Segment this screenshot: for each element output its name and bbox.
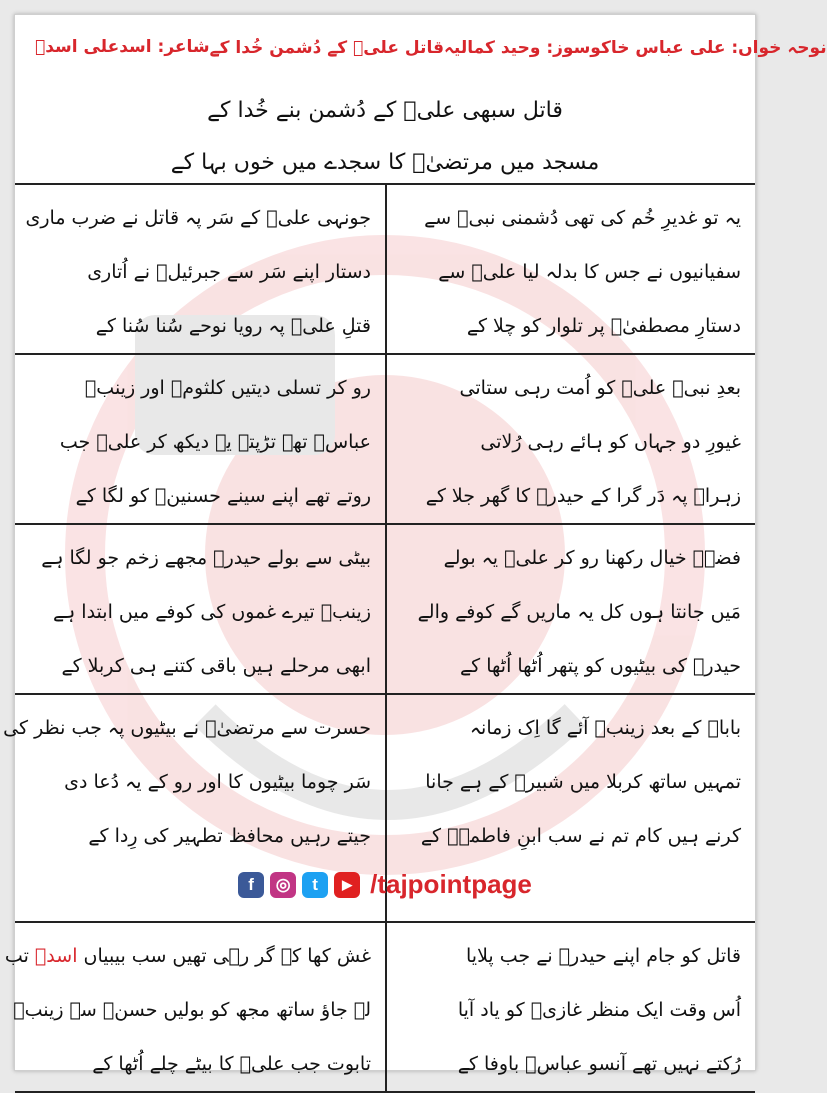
social-links [15, 869, 755, 900]
stanza-row [4, 921, 755, 1093]
soz-credit: سوز: وحید کمالیہ [443, 38, 591, 58]
verse-line [4, 929, 371, 983]
twitter-icon[interactable]: t [302, 872, 328, 898]
verse-line: اُس وقت ایک منظر غازیؑ کو یاد آیا [457, 999, 741, 1021]
verse-text: غش کھا کے گر رہی تھیں سب بیبیاں [83, 945, 371, 967]
verse-line: بعدِ نبیؐ علیؑ کو اُمت رہی ستاتی [459, 377, 741, 399]
poet-credit: شاعر: اسدعلی اسدؔ [35, 37, 210, 57]
stanza-grid [3, 183, 755, 1093]
verse-line: حسرت سے مرتضیٰؑ نے بیٹیوں پہ جب نظر کی [3, 717, 371, 739]
stanza-cell-right [385, 923, 755, 1091]
verse-line: روتے تھے اپنے سینے حسنینؑ کو لگا کے [75, 485, 371, 507]
verse-line: حیدرؑ کی بیٹیوں کو پتھر اُٹھا اُٹھا کے [460, 655, 741, 677]
verse-line: جیتے رہیں محافظ تطہیر کی رِدا کے [88, 825, 371, 847]
verse-line: تابوت جب علیؑ کا بیٹے چلے اُٹھا کے [92, 1053, 371, 1075]
nauha-title: قاتل علیؑ کے دُشمن خُدا کے [209, 38, 444, 58]
stanza-cell-left [15, 185, 385, 353]
chorus-header [45, 85, 725, 189]
lyrics-page [3, 14, 827, 1075]
stanza-row [15, 523, 755, 693]
verse-line: باباؑ کے بعد زینبؑ آئے گا اِک زمانہ [469, 717, 741, 739]
stanza-cell-right [385, 185, 755, 353]
verse-line: سفیانیوں نے جس کا بدلہ لیا علیؑ سے [438, 261, 741, 283]
verse-line: دستارِ مصطفیٰؐ پر تلوار کو چلا کے [466, 315, 741, 337]
pen-name: اسدؔ [34, 945, 78, 967]
stanza-cell-left [15, 525, 385, 693]
verse-line: فضہؑ خیال رکھنا رو کر علیؑ یہ بولے [443, 547, 741, 569]
facebook-icon[interactable]: f [238, 872, 264, 898]
verse-line: زہراؑ پہ دَر گرا کے حیدرؑ کا گھر جلا کے [425, 485, 741, 507]
verse-line: دستار اپنے سَر سے جبرئیلؑ نے اُتاری [87, 261, 371, 283]
verse-line: غیورِ دو جہاں کو ہائے رہی رُلاتی [480, 431, 741, 453]
verse-line: ابھی مرحلے ہیں باقی کتنے ہی کربلا کے [61, 655, 371, 677]
verse-line: قتلِ علیؑ پہ رویا نوحے سُنا سُنا کے [95, 315, 371, 337]
stanza-row [15, 183, 755, 353]
verse-line: یہ تو غدیرِ خُم کی تھی دُشمنی نبیؐ سے [424, 207, 741, 229]
stanza-cell-right [385, 355, 755, 523]
verse-line: عباسؑ تھے تڑپتے یہ دیکھ کر علیؑ جب [59, 431, 371, 453]
youtube-icon[interactable]: ▶ [334, 872, 360, 898]
instagram-icon[interactable]: ◎ [270, 872, 296, 898]
stanza-cell-right [385, 525, 755, 693]
meta-row [35, 37, 827, 65]
stanza-row [3, 693, 755, 921]
verse-line: زینبؑ تیرے غموں کی کوفے میں ابتدا ہے [52, 601, 371, 623]
verse-line: کرنے ہیں کام تم نے سب ابنِ فاطمہؑ کے [420, 825, 741, 847]
chorus-line-1: قاتل سبھی علیؑ کے دُشمن بنے خُدا کے [207, 98, 563, 123]
verse-line: رُکتے نہیں تھے آنسو عباسؑ باوفا کے [457, 1053, 741, 1075]
stanza-cell-left [4, 923, 385, 1091]
verse-line: سَر چوما بیٹیوں کا اور رو کے یہ دُعا دی [64, 771, 371, 793]
stanza-row [15, 353, 755, 523]
reciter-credit: نوحہ خواں: علی عباس خاکو [590, 38, 827, 58]
page-handle-link[interactable]: /tajpointpage [370, 869, 532, 899]
verse-text: تب [4, 945, 29, 967]
verse-line: قاتل کو جام اپنے حیدرؑ نے جب پلایا [466, 945, 741, 967]
chorus-line-2: مسجد میں مرتضیٰؑ کا سجدے میں خوں بہا کے [170, 150, 600, 175]
verse-line: تمہیں ساتھ کربلا میں شبیرؑ کے ہے جانا [425, 771, 741, 793]
verse-line: جونہی علیؑ کے سَر پہ قاتل نے ضرب ماری [25, 207, 371, 229]
stanza-cell-left [15, 355, 385, 523]
verse-line: رو کر تسلی دیتیں کلثومؑ اور زینبؑ [84, 377, 371, 399]
verse-line: لے جاؤ ساتھ مجھ کو بولیں حسنؑ سے زینبؑ [13, 999, 371, 1021]
verse-line: بیٹی سے بولے حیدرؑ مجھے زخم جو لگا ہے [41, 547, 371, 569]
verse-line: مَیں جانتا ہوں کل یہ ماریں گے کوفے والے [417, 601, 741, 623]
